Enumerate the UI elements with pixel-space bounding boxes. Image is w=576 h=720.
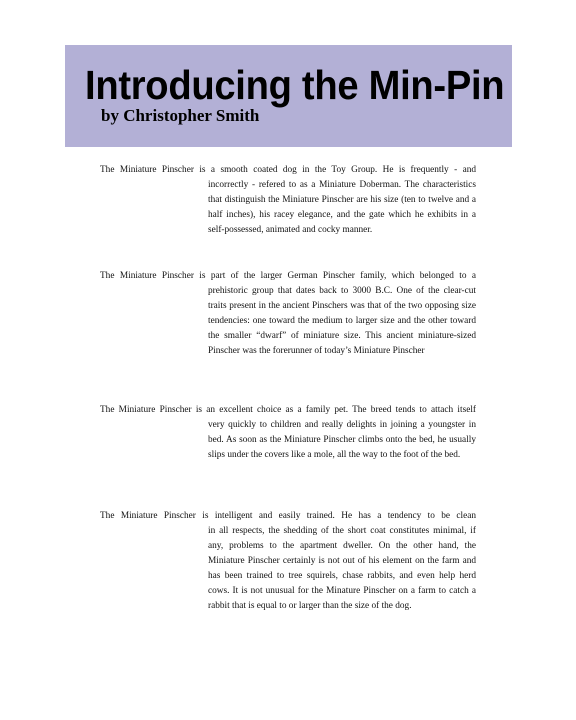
paragraph-4-body: in all respects, the shedding of the short coat constitutes minimal, if any, problems to the apartment dweller. On the other hand, the Miniature Pinscher certainly is not out of his element on the farm and has been trained to tree squirels, chase rabbits, and even help herd cows. It is not unusual for the Minature Pinscher on a farm to catch a rabbit that is equal to or larger than the size of the dog. bbox=[208, 526, 476, 611]
paragraph-3-body: very quickly to children and really delights in joining a youngster in bed. As soon as the Miniature Pinscher climbs onto the bed, he usually slips under the covers like a mole, all the way to the foot of the bed. bbox=[208, 420, 476, 460]
paragraph-4 bbox=[100, 509, 476, 614]
paragraph-1 bbox=[100, 163, 476, 238]
paragraph-1-lead: The Miniature Pinscher is a smooth coated dog in the Toy Group. He is frequently - and bbox=[100, 165, 476, 175]
paragraph-1-body: incorrectly - refered to as a Miniature Doberman. The characteristics that distinguish the Miniature Pinscher are his size (ten to twelve and a half inches), his racey elegance, and the gate which he exhibits in a self-possessed, animated and cocky manner. bbox=[208, 180, 476, 235]
page-title: Introducing the Min-Pin bbox=[85, 62, 505, 108]
paragraph-3-lead: The Miniature Pinscher is an excellent choice as a family pet. The breed tends to attach itself bbox=[100, 405, 476, 415]
paragraph-2 bbox=[100, 269, 476, 359]
author-byline: by Christopher Smith bbox=[101, 106, 260, 125]
paragraph-3 bbox=[100, 403, 476, 463]
paragraph-2-lead: The Miniature Pinscher is part of the larger German Pinscher family, which belonged to a bbox=[100, 271, 476, 281]
title-banner bbox=[65, 45, 512, 147]
paragraph-4-lead: The Miniature Pinscher is intelligent and easily trained. He has a tendency to be clean bbox=[100, 511, 476, 521]
paragraph-2-body: prehistoric group that dates back to 3000 B.C. One of the clear-cut traits present in the ancient Pinschers was that of the two opposing size tendencies: one toward the medium to larger size and the other toward the smaller “dwarf” of miniature size. This ancient miniature-sized Pinscher was the forerunner of today’s Miniature Pinscher bbox=[208, 286, 476, 356]
